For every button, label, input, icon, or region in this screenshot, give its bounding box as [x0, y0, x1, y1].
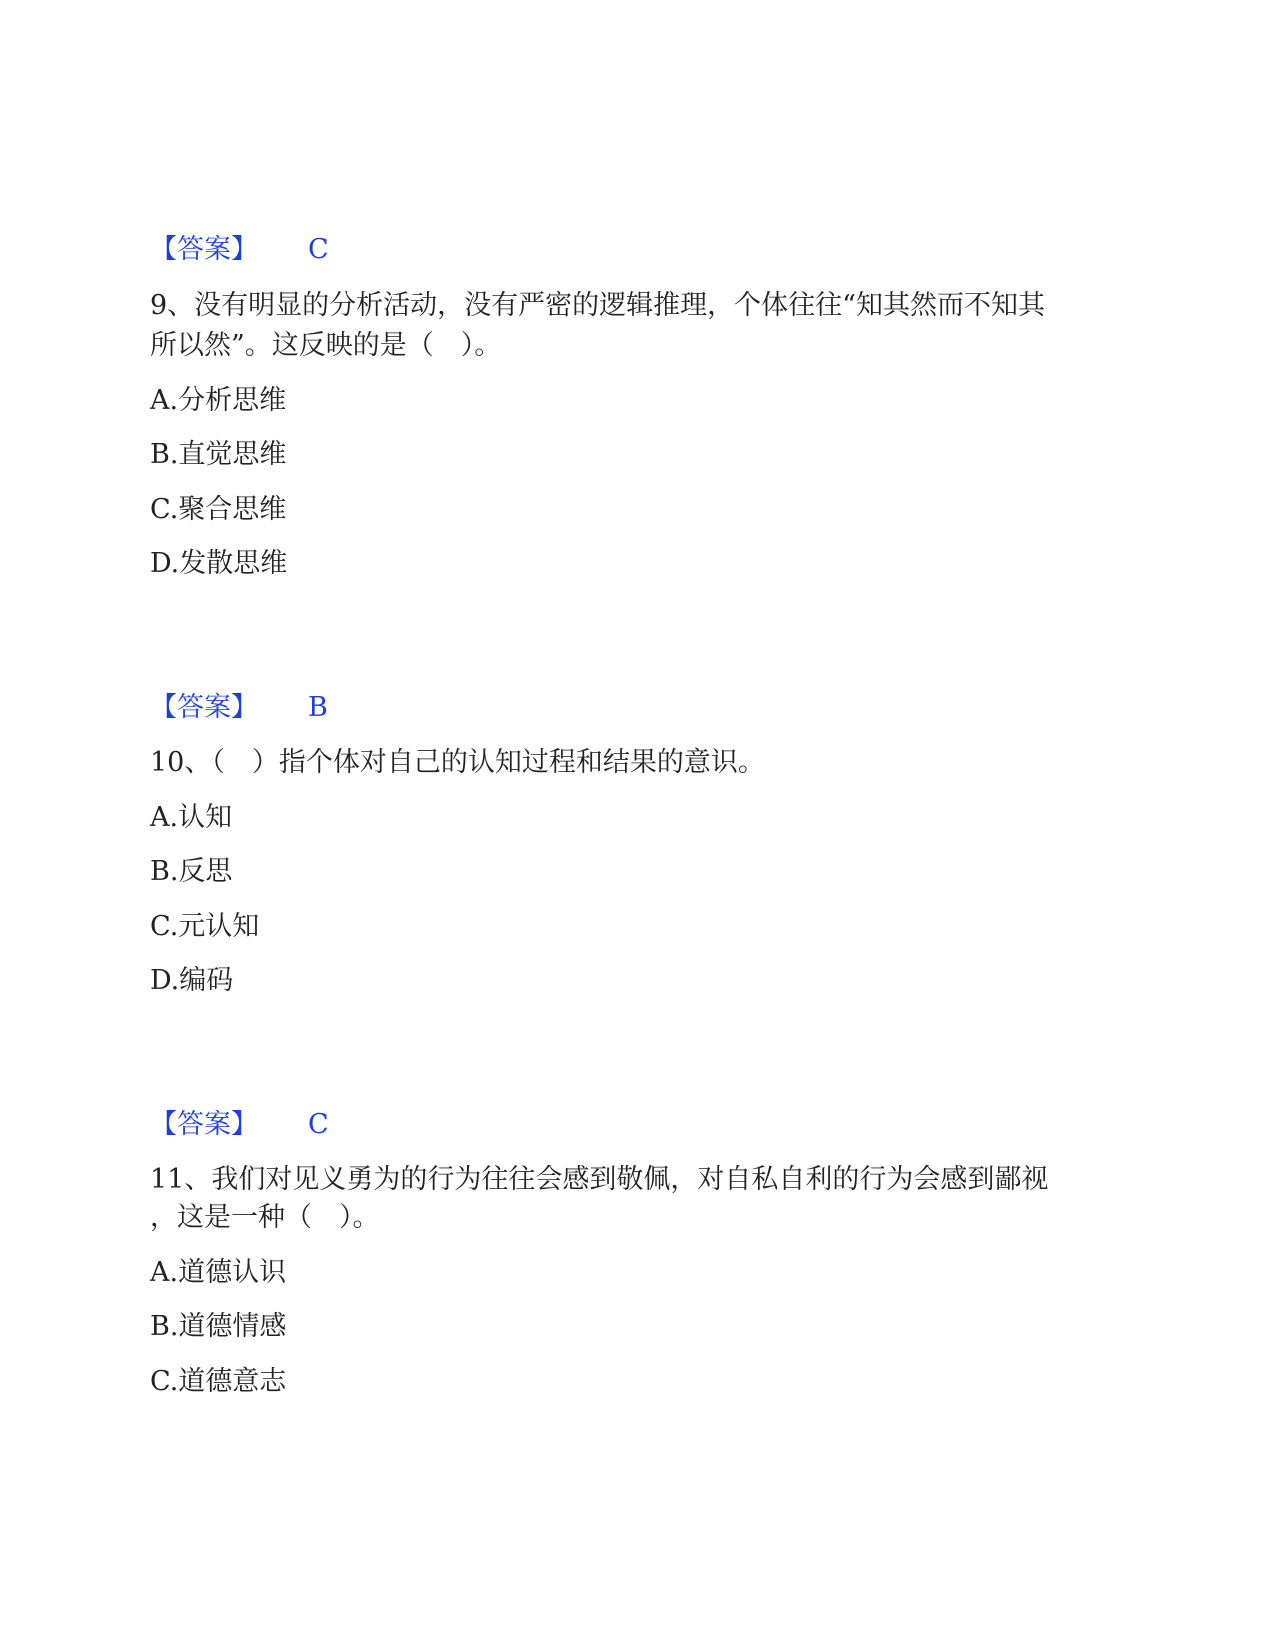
question-text: 10、（ ）指个体对自己的认知过程和结果的意识。	[150, 747, 765, 778]
option-c: C.聚合思维	[150, 494, 287, 525]
question-text-line-1: 9、没有明显的分析活动，没有严密的逻辑推理，个体往往“知其然而不知其	[150, 290, 1045, 321]
answer-value: C	[308, 234, 329, 265]
option-c: C.道德意志	[150, 1366, 287, 1397]
option-b: B.道德情感	[150, 1311, 287, 1342]
option-b: B.直觉思维	[150, 439, 287, 470]
question-text-line-2: 所以然”。这反映的是（ ）。	[150, 330, 502, 361]
answer-line	[150, 230, 329, 270]
question-text-line-1: 11、我们对见义勇为的行为往往会感到敬佩，对自私自利的行为会感到鄙视	[150, 1164, 1049, 1195]
answer-label: 【答案】	[150, 692, 258, 723]
answer-line	[150, 1105, 329, 1145]
answer-label: 【答案】	[150, 234, 258, 265]
option-d: D.发散思维	[150, 548, 288, 579]
option-b: B.反思	[150, 856, 233, 887]
option-d: D.编码	[150, 965, 234, 996]
option-a: A.分析思维	[150, 385, 287, 416]
answer-value: B	[308, 692, 328, 723]
answer-line	[150, 688, 328, 728]
answer-label: 【答案】	[150, 1109, 258, 1140]
option-c: C.元认知	[150, 911, 260, 942]
question-text-line-2: ，这是一种（ ）。	[150, 1202, 380, 1233]
option-a: A.认知	[150, 802, 233, 833]
option-a: A.道德认识	[150, 1257, 287, 1288]
answer-value: C	[308, 1109, 329, 1140]
